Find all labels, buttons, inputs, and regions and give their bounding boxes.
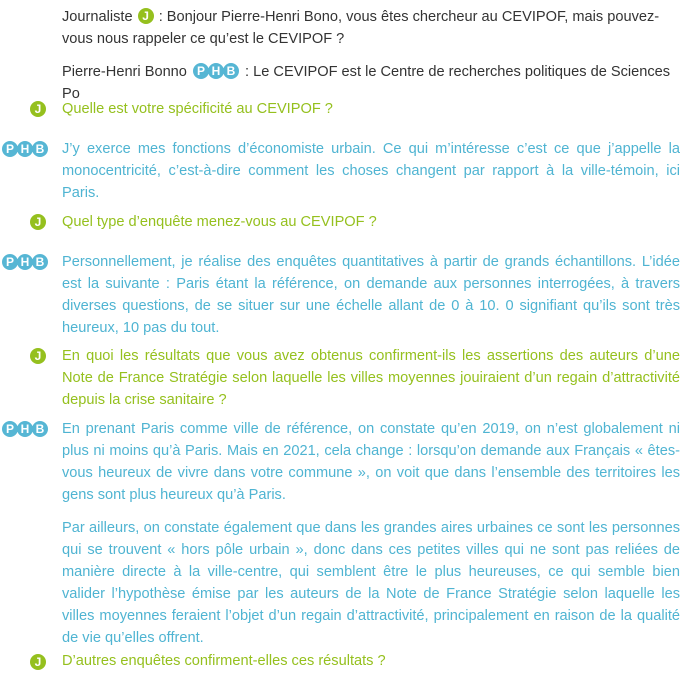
question-badge-2 (30, 214, 46, 230)
journalist-badge (137, 8, 155, 24)
intro-journalist-paragraph (62, 6, 680, 50)
journalist-intro-text: : Bonjour Pierre-Henri Bono, vous êtes chercheur au CEVIPOF, mais pouvez-vous nous rappeler ce qu’est le CEVIPOF ? (62, 9, 660, 47)
phb-badge (191, 63, 241, 79)
answer-badge-1 (2, 141, 48, 157)
question-2: Quel type d’enquête menez-vous au CEVIPOF ? (62, 214, 377, 230)
answer-badge-2-b: B (32, 254, 48, 270)
phb-label: Pierre-Henri Bonno (62, 64, 187, 80)
answer-badge-2-h: H (17, 254, 33, 270)
answer-3-paragraph-2: Par ailleurs, on constate également que dans les grandes aires urbaines ce sont les personnes qui se trouvent « hors pôle urbain », donc dans ces petites villes qui ne sont pas reliées de manière directe à la ville-centre, qui semblent être le plus heureuses, ce qui semble bien valider l’hypothèse émise par les auteurs de la Note de France Stratégie selon laquelle les villes moyennes feraient l’objet d’un regain d’attractivité, principalement en raison de la qualité de vie qu’elles offrent. (62, 520, 680, 646)
answer-badge-1-h: H (17, 141, 33, 157)
question-3: En quoi les résultats que vous avez obtenus confirment-ils les assertions des auteurs d’une Note de France Stratégie selon laquelle les villes moyennes jouiraient d’un regain d’attractivité depuis la crise sanitaire ? (62, 348, 680, 408)
phb-badge-letter-p: P (193, 63, 209, 79)
question-badge-1 (30, 101, 46, 117)
question-badge-3-letter: J (30, 348, 46, 364)
answer-3-paragraph-1: En prenant Paris comme ville de référence, on constate qu’en 2019, on n’est globalement ni plus ni moins qu’à Paris. Mais en 2021, cela change : lorsqu’on demande aux Français « êtes-vous heureux de vivre dans votre commune », on voit que dans l’ensemble des territoires les gens sont plus heureux qu’à Paris. (62, 421, 680, 503)
question-1: Quelle est votre spécificité au CEVIPOF ? (62, 101, 333, 117)
answer-badge-3 (2, 421, 48, 437)
question-badge-3 (30, 348, 46, 364)
answer-badge-1-b: B (32, 141, 48, 157)
journalist-badge-letter: J (138, 8, 154, 24)
answer-badge-3-p: P (2, 421, 18, 437)
answer-badge-3-h: H (17, 421, 33, 437)
answer-badge-2-p: P (2, 254, 18, 270)
phb-intro-text: : Le CEVIPOF est le Centre de recherches politiques de Sciences Po (62, 64, 671, 102)
phb-badge-letter-b: B (223, 63, 239, 79)
answer-badge-2 (2, 254, 48, 270)
phb-badge-letter-h: H (208, 63, 224, 79)
question-badge-1-letter: J (30, 101, 46, 117)
answer-badge-3-b: B (32, 421, 48, 437)
answer-badge-1-p: P (2, 141, 18, 157)
answer-2: Personnellement, je réalise des enquêtes quantitatives à partir de grands échantillons. L’idée est la suivante : Paris étant la référence, on demande aux personnes interrogées, à travers diverses questions, de se situer sur une échelle allant de 0 à 10. 0 signifiant qu’ils sont très heureux, 10 pas du tout. (62, 254, 680, 336)
question-badge-2-letter: J (30, 214, 46, 230)
journalist-label: Journaliste (62, 9, 133, 25)
question-badge-4 (30, 654, 46, 670)
question-badge-4-letter: J (30, 654, 46, 670)
answer-1: J’y exerce mes fonctions d’économiste urbain. Ce qui m’intéresse c’est ce que j’appelle la monocentricité, c’est-à-dire comment les choses changent par rapport à la ville-témoin, ici Paris. (62, 141, 680, 201)
question-4: D’autres enquêtes confirment-elles ces résultats ? (62, 653, 386, 669)
